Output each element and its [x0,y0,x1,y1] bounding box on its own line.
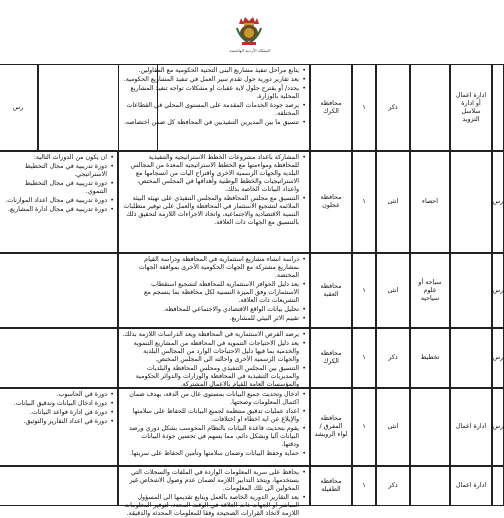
row5-department: ادارة اعمال [450,388,492,466]
row1-gender: ذكر [376,64,410,151]
requirement-item: • دورة في اعداد التقارير والتوثيق. [2,418,114,426]
row3-department [450,253,492,328]
row2-gender: انثى [376,151,410,253]
row4-edge: رس [492,328,504,388]
duty-item: • يعد تقارير دورية حول تقدم سير العمل في تنفيذ المشاريع الحكومية. [122,76,306,84]
requirement-item: • دورة تدريبية في مجال التخطيط التنموي. [2,180,114,196]
row2-count: ١ [352,151,376,253]
row4-department [450,328,492,388]
duty-item: • التنسيق مع مجلس المحافظة والمجلس التنفيذي على تهيئة البيئة الملائمة لتشجيع الاستثمار في المحافظة والعمل على توفير متطلبات التنمية الاقتصادية والاجتماعية، واتخاذ الاجراءات اللازمة لتحقيق ذلك بالتنسيق مع الجهات ذات العلاقة. [122,195,306,227]
row3-count: ١ [352,253,376,328]
document-header [0,0,500,64]
requirement-item: • دورة تدريبية في مجال التخطيط الاستراتيجي. [2,163,114,179]
row4-duties [118,328,310,388]
row4-location: محافظة الكرك [310,328,352,388]
jordan-coat-of-arms-icon [236,16,262,46]
duty-item: • يحافظ على سرية المعلومات الواردة في الملفات والسجلات التي يستخدمها، ويتخذ التدابير اللازمة لضمان عدم وصول الاشخاص غير المخولين الى تلك المعلومات. [122,469,306,493]
row6-location: محافظة الطفيلة [310,466,352,506]
requirement-item: • دورة في ادارة قواعد البيانات. [2,409,114,417]
duty-item: • دراسة انشاء مشاريع استثمارية في المحافظة ودراسة القيام بمشاريع مشتركة مع الجهات الحكومية الأخرى بموافقة الجهات المختصة. [122,256,306,280]
row5-count: ١ [352,388,376,466]
row6-duties [118,466,310,517]
duty-item: • يعد التقارير الدورية الخاصة بالعمل ويتابع تقديمها الى المسؤول المباشر او الجهات ذات العلاقة في الوقت المحدد، لتوفير المعلومات اللازمة لاتخاذ القرارات الصحيحة وفقا للمعلومات المحدثة والدقيقة. [122,494,306,518]
duty-item: • التنسيق بين المجلس التنفيذي ومجلس المحافظة والبلديات والمديريات التنفيذية في المحافظة والوزارات والدوائر الحكومية والمؤسسات العامة للقيام بالاعمال المشتركة. [122,365,306,389]
row1-specialization [410,64,450,151]
duty-item: • اعداد عمليات تدقيق منتظمة لجميع البيانات للحفاظ على سلامتها والإبلاغ عن اية اخطاء او اختلافات. [122,408,306,424]
row2-requirements [0,151,118,253]
row1-edge [492,64,504,151]
row6-requirements [0,466,118,506]
row1-duties [118,64,310,151]
row4-requirements [0,328,118,388]
requirement-item: • دورة تدريبية في مجال ادارة المشاريع. [2,206,114,214]
row5-location: محافظة المفرق / لواء الرويشد [310,388,352,466]
row6-specialization [410,466,450,506]
row5-duties [118,388,310,466]
row6-count: ١ [352,466,376,506]
row4-gender: ذكر [376,328,410,388]
row6-gender: ذكر [376,466,410,506]
row2-specialization: احصاء [410,151,450,253]
row1-location: محافظة الكرك [310,64,352,151]
row6-edge [492,466,504,506]
row4-count: ١ [352,328,376,388]
row2-edge: رس [492,151,504,253]
job-table [0,64,504,517]
requirement-item: • دورة تدريبية في مجال اعداد الموازنات. [2,197,114,205]
row4-specialization: تخطيط [410,328,450,388]
row1-count: ١ [352,64,376,151]
row3-specialization: سياحة أو علوم سياحية [410,253,450,328]
duty-item: • يتابع مراحل تنفيذ مشاريع البنى التحتية الحكومية مع المقاولين. [122,67,306,75]
row6-department: ادارة اعمال [450,466,492,506]
duty-item: • ادخال وتحديث جميع البيانات بمستوى عال من الدقة، بهدف ضمان اكتمال المعلومات وصحتها. [122,391,306,407]
row2-duties [118,151,310,253]
row1-requirements [0,64,38,151]
row3-gender: انثى [376,253,410,328]
row5-requirements [0,388,118,466]
duty-item: • يعد دليل الاحتياجات التنموية في المحافظة من المشاريع التنموية والخدمية بما فيها دليل الاحتياجات الوارد من المجالس البلدية والجهات الرسمية الأخرى واحالته الى المجلس المختص. [122,340,306,364]
truncated-label: رس [12,103,24,111]
row3-location: محافظة العقبة [310,253,352,328]
duty-item: • يرصد جودة الخدمات المقدمة على المستوى المحلي في القطاعات المختلفة. [122,102,306,118]
row3-duties [118,253,310,328]
duty-item: • تحليل بيانات الواقع الاقتصادي والاجتماعي للمحافظة. [122,306,306,314]
row5-edge: رس [492,388,504,466]
row2-department [450,151,492,253]
row5-gender: انثى [376,388,410,466]
row1-department: ادارة اعمال أو ادارة سلاسل التزويد [450,64,492,151]
government-line: المملكة الأردنية الهاشمية [229,48,271,53]
duty-item: • تنسيق ما بين المديرين التنفيذيين في المحافظة كل ضمن اختصاصه. [122,119,306,127]
requirement-item: • ان يكون من الدورات التالية: [2,154,114,162]
duty-item: • تقييم الاثر البيئي للمشاريع. [122,315,306,323]
duty-item: • المشاركة باعداد مشروعات الخطط الاستراتيجية والتنفيذية للمحافظة ومواءمتها مع الخطط الاستراتيجية المعدة من المجالس البلدية والجهات الرسمية الاخرى واقتراح اليات من انسجامها مع الاستراتيجيات والخطط الوطنية وأهدافها في المجلس المختص، واعداد البيانات الخاصة بذلك. [122,154,306,194]
row3-edge: رس [492,253,504,328]
row2-location: محافظة عجلون [310,151,352,253]
duty-item: • يرصد الفرص الاستثمارية في المحافظة ويعد الدراسات اللازمة بذلك. [122,331,306,339]
duty-item: • يحدد/ أو يقترح حلول لاية عقبات او مشكلات تواجه تنفيذ المشاريع المحلية بالوزارة. [122,85,306,101]
duty-item: • حماية وحفظ البيانات وضمان سلامتها وتأمين الحفاظ على سريتها. [122,450,306,458]
requirement-item: • دورة في الحاسوب. [2,391,114,399]
requirement-item: • دورة ادخال البيانات وتدقيق البيانات. [2,400,114,408]
row5-specialization [410,388,450,466]
row3-requirements [0,253,118,328]
duty-item: • يقوم بتحديث قاعدة البيانات بالنظام المحوسب بشكل دوري ورصد البيانات آليا وبشكل دائم، مما يسهم في تحسين جودة البيانات ودقتها. [122,425,306,449]
duty-item: • يعد دليل الحوافز الاستثمارية للمحافظة لتشجيع استقطاب الاستثمارات وفق الميزة النسبية لكل محافظة بما ينسجم مع التشريعات ذات العلاقة. [122,281,306,305]
